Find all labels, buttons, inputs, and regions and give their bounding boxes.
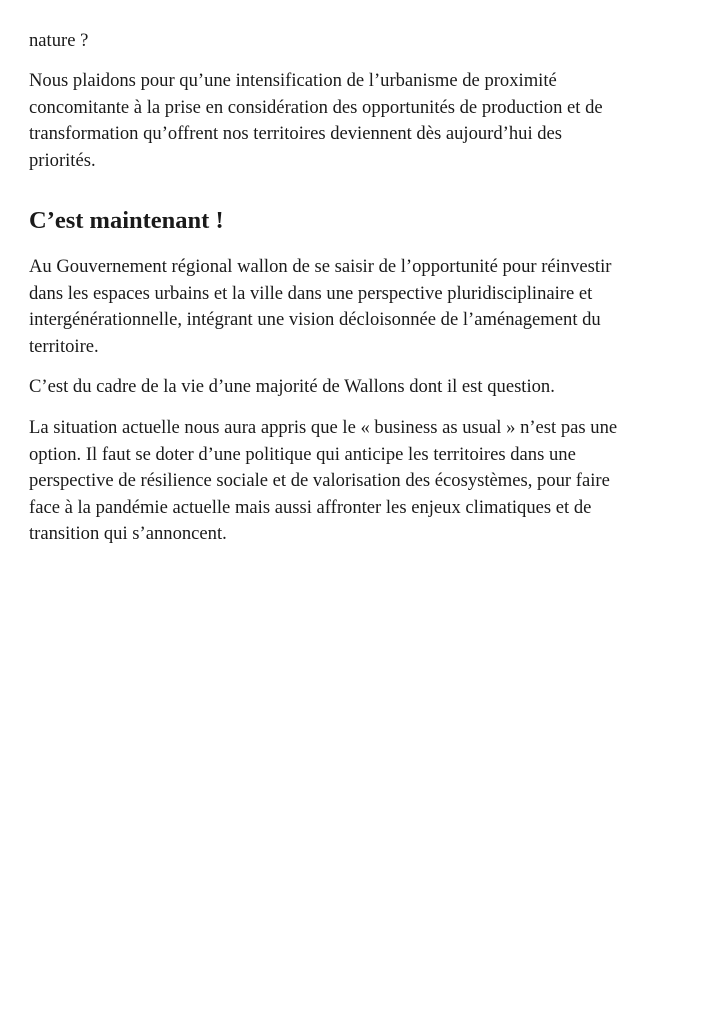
paragraph-current-situation: La situation actuelle nous aura appris que le « business as usual » n’est pas une option. Il faut se doter d’une politique qui anticipe les territoires dans une perspective de résilience sociale et de valorisation des écosystèmes, pour faire face à la pandémie actuelle mais aussi affronter les enjeux climatiques et de transition qui s’annoncent. [29,417,618,545]
section-heading: C’est maintenant ! [29,207,224,234]
paragraph-continuation: nature ? [29,30,89,51]
paragraph-proximity-urbanism: Nous plaidons pour qu’une intensification de l’urbanisme de proximité concomitante à la prise en considération des opportunités de production et de transformation qu’offrent nos territoires deviennent dès aujourd’hui des priorités. [29,70,603,171]
paragraph-living-framework: C’est du cadre de la vie d’une majorité de Wallons dont il est question. [29,376,555,397]
paragraph-regional-government: Au Gouvernement régional wallon de se saisir de l’opportunité pour réinvestir dans les espaces urbains et la ville dans une perspective pluridisciplinaire et intergénérationnelle, intégrant une vision décloisonnée de l’aménagement du territoire. [29,256,612,357]
